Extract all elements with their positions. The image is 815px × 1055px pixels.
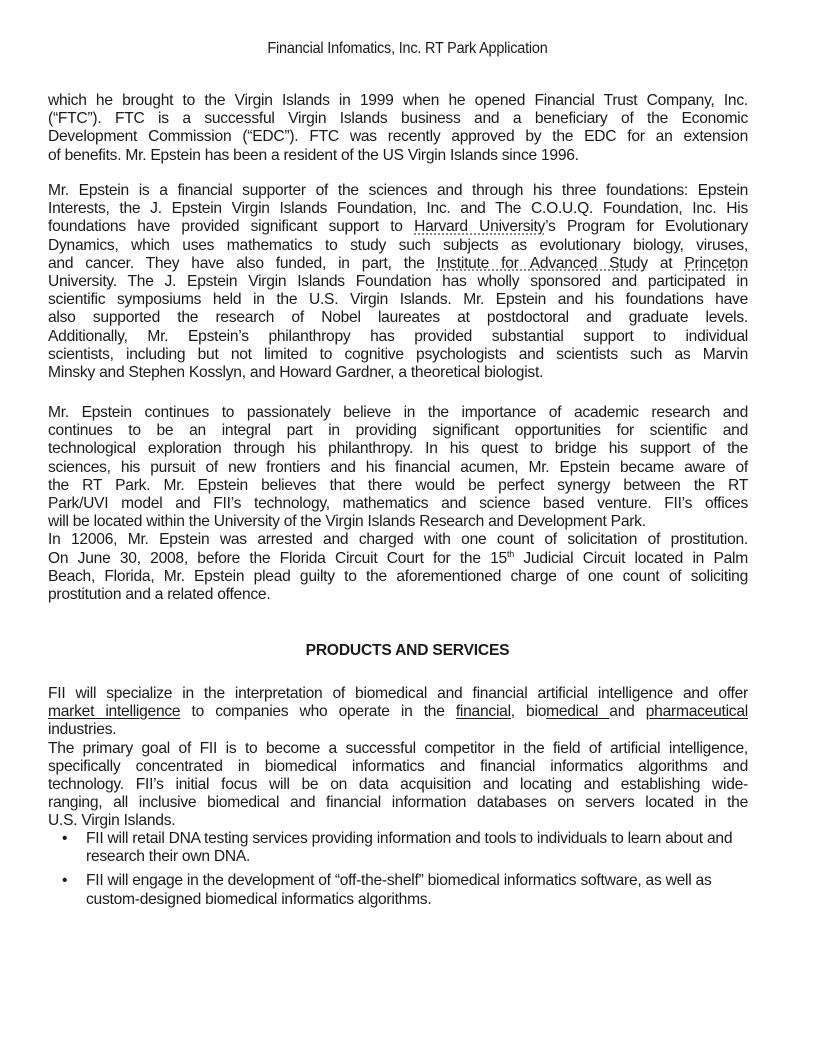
paragraph-research-and-legal (48, 404, 748, 604)
text-line: Additionally, Mr. Epstein’s philanthropy has provided substantial support to individual (48, 327, 748, 345)
text-line: scientific symposiums held in the U.S. Virgin Islands. Mr. Epstein and his foundations have (48, 291, 748, 309)
running-header: Financial Infomatics, Inc. RT Park Application (267, 40, 548, 57)
bullet-item-dna-testing (62, 830, 748, 866)
text-line: FII will specialize in the interpretation of biomedical and financial artificial intelligence and offer (48, 685, 748, 702)
text-line: Interests, the J. Epstein Virgin Islands Foundation, Inc. and The C.O.U.Q. Foundation, Inc. His (48, 200, 748, 218)
link-princeton[interactable]: Princeton (684, 254, 749, 272)
text-line: Minsky and Stephen Kosslyn, and Howard Gardner, a theoretical biologist. (48, 364, 544, 382)
text-line: ranging, all inclusive biomedical and financial information databases on servers located in the (48, 794, 748, 812)
text-line: Park/UVI model and FII’s technology, mathematics and science based venture. FII’s offices (48, 495, 748, 513)
text-line: (“FTC”). FTC is a successful Virgin Islands business and a beneficiary of the Economic (48, 110, 748, 128)
link-market-intelligence[interactable]: market intelligence (48, 703, 181, 721)
text-line: Mr. Epstein continues to passionately believe in the importance of academic research and (48, 404, 748, 421)
text-line: and cancer. They have also funded, in part, the Institute for Advanced Study at Princeton (48, 254, 749, 272)
paragraph-products-intro (48, 685, 748, 831)
link-institute-for-advanced-study[interactable]: Institute for Advanced Study (436, 254, 648, 272)
bullet-text: FII will engage in the development of “off-the-shelf” biomedical informatics software, as well as custom-designed biomedical informatics algorithms. (86, 872, 712, 908)
text-line: U.S. Virgin Islands. (48, 812, 176, 830)
text-line: will be located within the University of the Virgin Islands Research and Development Park. (48, 513, 646, 531)
text-line: continues to be an integral part in providing significant opportunities for scientific and (48, 422, 748, 440)
text-line: prostitution and a related offence. (48, 586, 271, 604)
link-financial[interactable]: financial (455, 703, 511, 721)
text-line: market intelligence to companies who operate in the financial, biomedical and pharmaceutical (48, 703, 748, 721)
text-line: Beach, Florida, Mr. Epstein plead guilty to the aforementioned charge of one count of soliciting (48, 567, 748, 585)
text-line: On June 30, 2008, before the Florida Circuit Court for the 15th Judicial Circuit located in Palm (48, 548, 748, 567)
link-harvard-university[interactable]: Harvard University (414, 218, 546, 236)
bullet-icon: • (62, 830, 68, 847)
text-line: of benefits. Mr. Epstein has been a resident of the US Virgin Islands since 1996. (48, 146, 579, 164)
text-line: University. The J. Epstein Virgin Islands Foundation has wholly sponsored and participated in (48, 273, 748, 291)
bullet-icon: • (62, 872, 68, 890)
text-line: the RT Park. Mr. Epstein believes that there would be perfect synergy between the RT (48, 476, 748, 494)
bullet-item-software (62, 872, 748, 908)
text-line: also supported the research of Nobel laureates at postdoctoral and graduate levels. (48, 309, 748, 327)
link-biomedical[interactable]: medical (546, 703, 610, 721)
paragraph-ftc (48, 92, 748, 165)
text-line: specifically concentrated in biomedical informatics and financial informatics algorithms and (48, 757, 748, 775)
text-line: Mr. Epstein is a financial supporter of the sciences and through his three foundations: Epstein (48, 182, 748, 199)
text-line: industries. (48, 721, 117, 739)
section-heading-products-and-services: PRODUCTS AND SERVICES (305, 642, 510, 659)
text-line: Development Commission (“EDC”). FTC was recently approved by the EDC for an extension (48, 128, 748, 146)
bullet-text: FII will retail DNA testing services providing information and tools to individuals to learn about and research their own DNA. (86, 830, 733, 866)
text-line: The primary goal of FII is to become a successful competitor in the field of artificial intelligence, (48, 739, 748, 757)
paragraph-philanthropy (48, 182, 748, 382)
text-line: technology. FII’s initial focus will be on data acquisition and locating and establishing wide- (48, 776, 748, 794)
text-line: In 12006, Mr. Epstein was arrested and charged with one count of solicitation of prostitution. (48, 531, 748, 549)
text-line: foundations have provided significant support to Harvard University’s Program for Evolutionary (48, 218, 748, 236)
text-line: scientists, including but not limited to cognitive psychologists and scientists such as Marvin (48, 345, 748, 363)
text-line: Dynamics, which uses mathematics to study such subjects as evolutionary biology, viruses, (48, 236, 748, 254)
products-bullet-list (62, 830, 748, 915)
link-pharmaceutical[interactable]: pharmaceutical (645, 703, 748, 721)
text-line: which he brought to the Virgin Islands in 1999 when he opened Financial Trust Company, Inc. (48, 92, 748, 109)
text-line: sciences, his pursuit of new frontiers and his financial acumen, Mr. Epstein became aware of (48, 458, 748, 476)
text-line: technological exploration through his philanthropy. In his quest to bridge his support of the (48, 440, 748, 458)
